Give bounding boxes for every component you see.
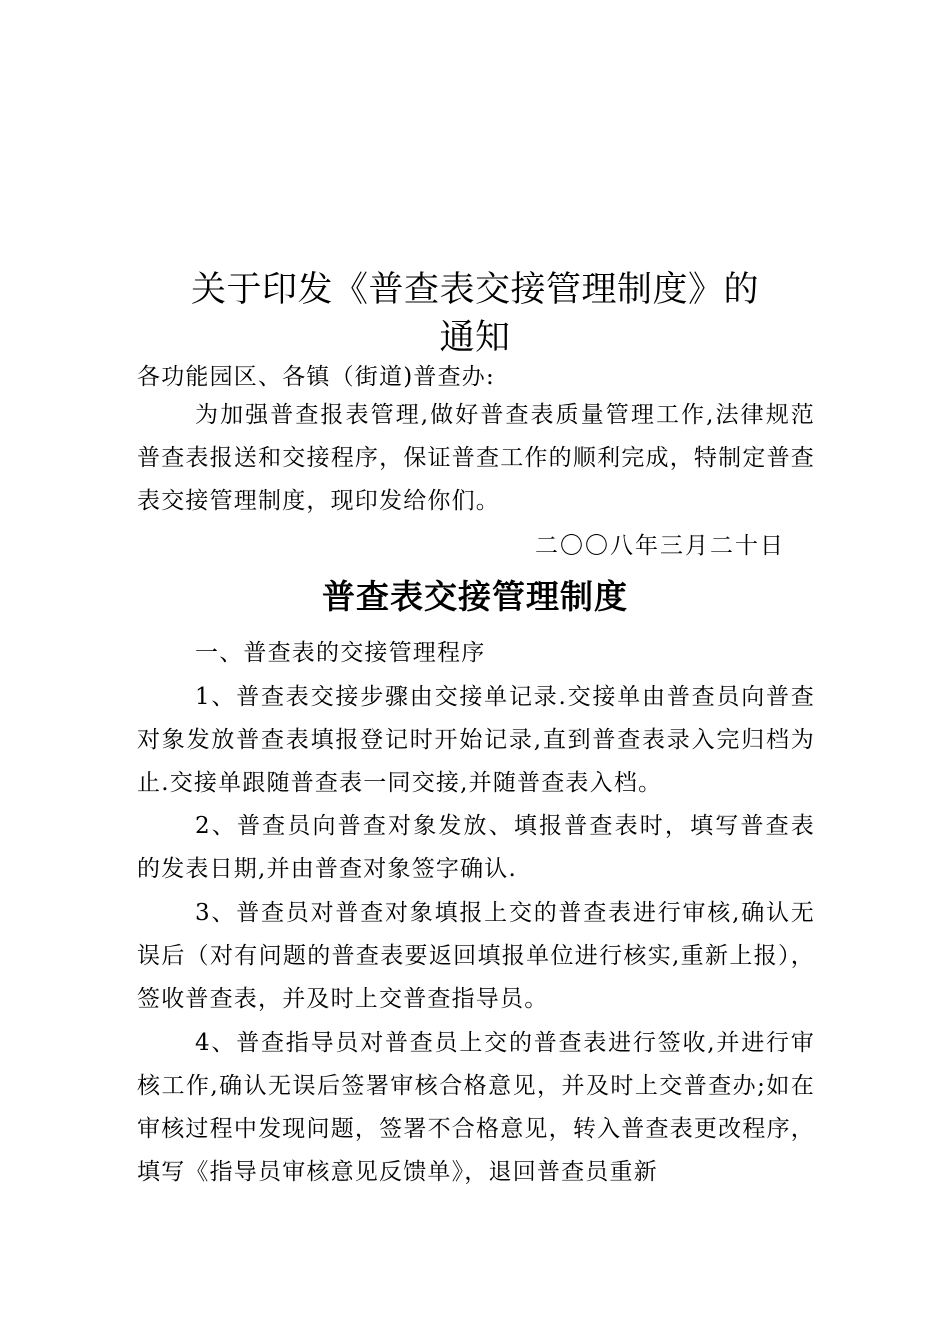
salutation: 各功能园区、各镇（街道)普查办:	[137, 364, 495, 390]
notice-title-line1: 关于印发《普查表交接管理制度》的	[190, 270, 759, 310]
list-item: 1、普查表交接步骤由交接单记录.交接单由普查员向普查对象发放普查表填报登记时开始记录,直到普查表录入完归档为止.交接单跟随普查表一同交接,并随普查表入档。	[137, 684, 815, 796]
list-item: 4、普查指导员对普查员上交的普查表进行签收,并进行审核工作,确认无误后签署审核合格意见，并及时上交普查办;如在审核过程中发现问题，签署不合格意见，转入普查表更改程序，填写《指导员审核意见反馈单》，退回普查员重新	[137, 1030, 815, 1185]
regulation-title: 普查表交接管理制度	[322, 577, 628, 616]
notice-date: 二〇〇八年三月二十日	[535, 533, 785, 559]
notice-title-line2: 通知	[439, 318, 511, 358]
list-item: 3、普查员对普查对象填报上交的普查表进行审核,确认无误后（对有问题的普查表要返回填报单位进行核实,重新上报），签收普查表，并及时上交普查指导员。	[137, 900, 815, 1012]
notice-intro-paragraph: 为加强普查报表管理,做好普查表质量管理工作,法律规范普查表报送和交接程序，保证普查工作的顺利完成，特制定普查表交接管理制度，现印发给你们。	[137, 402, 815, 514]
list-item: 2、普查员向普查对象发放、填报普查表时，填写普查表的发表日期,并由普查对象签字确认.	[137, 813, 815, 882]
section-heading: 一、普查表的交接管理程序	[195, 640, 486, 666]
